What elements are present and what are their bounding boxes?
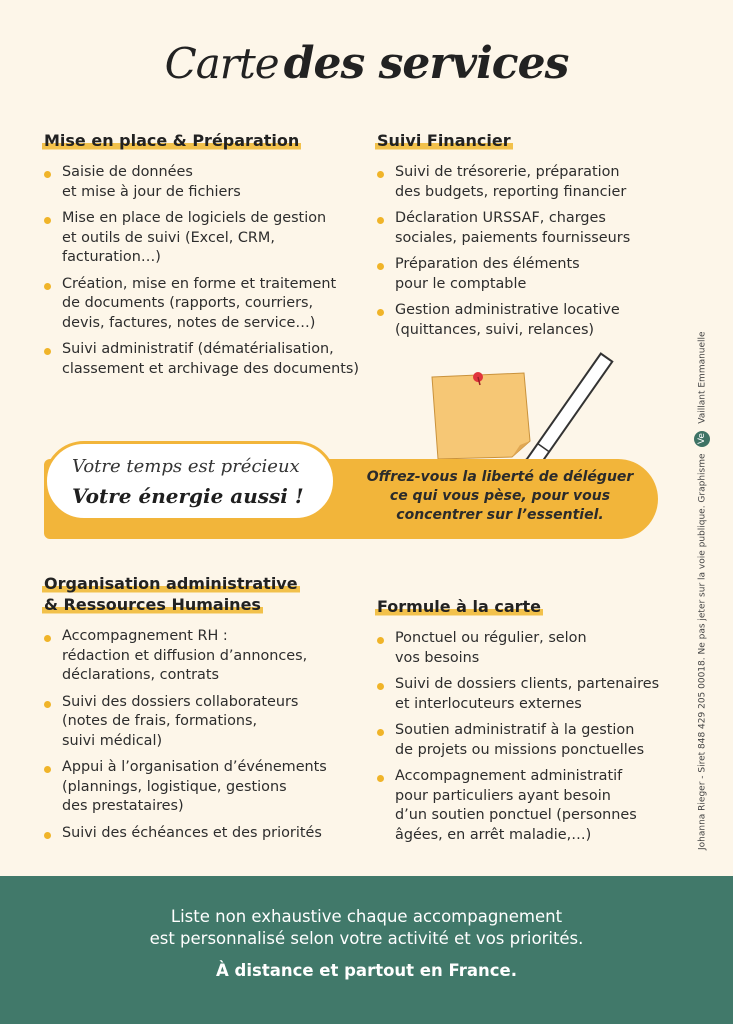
list-admin xyxy=(44,627,364,843)
list-setup xyxy=(44,163,364,379)
offer-line: Offrez-vous la liberté de déléguer xyxy=(366,469,634,485)
list-item xyxy=(377,209,677,248)
list-item xyxy=(44,693,364,752)
section-heading-line-2: & Ressources Humaines xyxy=(44,595,261,614)
list-item-line: et mise à jour de fichiers xyxy=(62,183,241,200)
designer-name: Vaillant Emmanuelle xyxy=(697,331,708,424)
list-item-line: suivi médical) xyxy=(62,732,163,749)
list-item-line: déclarations, contrats xyxy=(62,667,220,683)
list-item xyxy=(377,721,677,760)
list-item-line: d’un soutien ponctuel (personnes xyxy=(395,807,637,823)
list-item xyxy=(377,255,677,294)
pencil-icon xyxy=(514,354,613,475)
list-item xyxy=(377,301,677,340)
title-part-2: des services xyxy=(283,38,569,89)
list-item-line: Ponctuel ou régulier, selon xyxy=(395,630,587,646)
list-item xyxy=(44,163,364,202)
side-credits xyxy=(684,330,708,860)
list-item-line: Soutien administratif à la gestion xyxy=(395,722,635,738)
footer-tagline: À distance et partout en France. xyxy=(216,961,517,980)
list-formula xyxy=(377,629,677,845)
sticky-note-pencil-illustration xyxy=(420,345,660,475)
list-item-line: de documents (rapports, courriers, xyxy=(62,295,314,311)
list-item-line: Suivi administratif (dématérialisation, xyxy=(62,341,334,357)
list-item xyxy=(44,824,364,844)
banner-offer-text xyxy=(345,468,655,525)
sticky-note-icon xyxy=(432,372,530,459)
list-item-line: devis, factures, notes de service…) xyxy=(62,314,316,331)
footer xyxy=(0,876,733,1024)
title-part-1: Carte xyxy=(164,39,279,88)
list-item-line: (quittances, suivi, relances) xyxy=(395,321,595,338)
list-item-line: des prestataires) xyxy=(62,798,184,814)
list-item-line: Suivi de dossiers clients, partenaires xyxy=(395,676,660,692)
list-item xyxy=(44,275,364,334)
list-item-line: de projets ou missions ponctuelles xyxy=(395,741,645,758)
list-item-line: Mise en place de logiciels de gestion xyxy=(62,210,327,226)
section-heading: Formule à la carte xyxy=(377,597,542,616)
list-item-line: Accompagnement RH : xyxy=(62,628,228,644)
list-item-line: rédaction et diffusion d’annonces, xyxy=(62,647,308,664)
list-item-line: vos besoins xyxy=(395,649,480,666)
list-item xyxy=(44,627,364,686)
list-item-line: facturation…) xyxy=(62,249,161,265)
legal-text: Johanna Rieger - Siret 848 429 205 00018. Ne pas jeter sur la voie publique. Graphisme xyxy=(697,453,708,850)
list-item-line: et outils de suivi (Excel, CRM, xyxy=(62,229,275,246)
list-item-line: des budgets, reporting financier xyxy=(395,183,627,200)
list-item xyxy=(44,340,364,379)
list-item-line: Suivi des échéances et des priorités xyxy=(62,824,322,841)
list-item-line: âgées, en arrêt maladie,…) xyxy=(395,826,592,843)
list-item-line: Préparation des éléments xyxy=(395,256,580,272)
offer-line: concentrer sur l’essentiel. xyxy=(396,507,604,523)
list-item-line: et interlocuteurs externes xyxy=(395,695,582,712)
section-finance xyxy=(377,130,677,347)
designer-logo: Ve xyxy=(694,431,710,447)
list-item-line: Création, mise en forme et traitement xyxy=(62,275,337,292)
list-item-line: (plannings, logistique, gestions xyxy=(62,778,287,795)
list-item xyxy=(377,163,677,202)
footer-note xyxy=(0,906,733,950)
section-admin xyxy=(44,573,364,850)
footer-line-2: est personnalisé selon votre activité et vos priorités. xyxy=(149,929,584,948)
list-item-line: Appui à l’organisation d’événements xyxy=(62,759,327,775)
list-finance xyxy=(377,163,677,340)
list-item-line: pour le comptable xyxy=(395,275,527,292)
section-heading: Mise en place & Préparation xyxy=(44,131,300,150)
banner-quote-pill xyxy=(44,441,336,521)
list-item-line: Accompagnement administratif xyxy=(395,768,623,784)
list-item xyxy=(44,209,364,268)
list-item-line: classement et archivage des documents) xyxy=(62,360,359,377)
list-item-line: Déclaration URSSAF, charges xyxy=(395,210,606,226)
banner-quote-line-1: Votre temps est précieux xyxy=(72,456,300,477)
section-formula xyxy=(377,596,677,852)
list-item xyxy=(377,767,677,845)
list-item-line: pour particuliers ayant besoin xyxy=(395,787,611,804)
list-item-line: Gestion administrative locative xyxy=(395,302,620,318)
page-title xyxy=(0,38,733,89)
list-item-line: Saisie de données xyxy=(62,164,193,180)
list-item-line: sociales, paiements fournisseurs xyxy=(395,229,631,246)
list-item-line: Suivi de trésorerie, préparation xyxy=(395,164,620,180)
list-item xyxy=(377,629,677,668)
list-item xyxy=(377,675,677,714)
offer-line: ce qui vous pèse, pour vous xyxy=(389,488,611,504)
section-heading: Suivi Financier xyxy=(377,131,511,150)
list-item xyxy=(44,758,364,817)
list-item-line: (notes de frais, formations, xyxy=(62,713,258,729)
footer-line-1: Liste non exhaustive chaque accompagnement xyxy=(170,907,563,926)
section-setup xyxy=(44,130,364,386)
list-item-line: Suivi des dossiers collaborateurs xyxy=(62,693,299,710)
banner-quote-line-2: Votre énergie aussi ! xyxy=(72,484,304,508)
section-heading-line-1: Organisation administrative xyxy=(44,574,298,593)
